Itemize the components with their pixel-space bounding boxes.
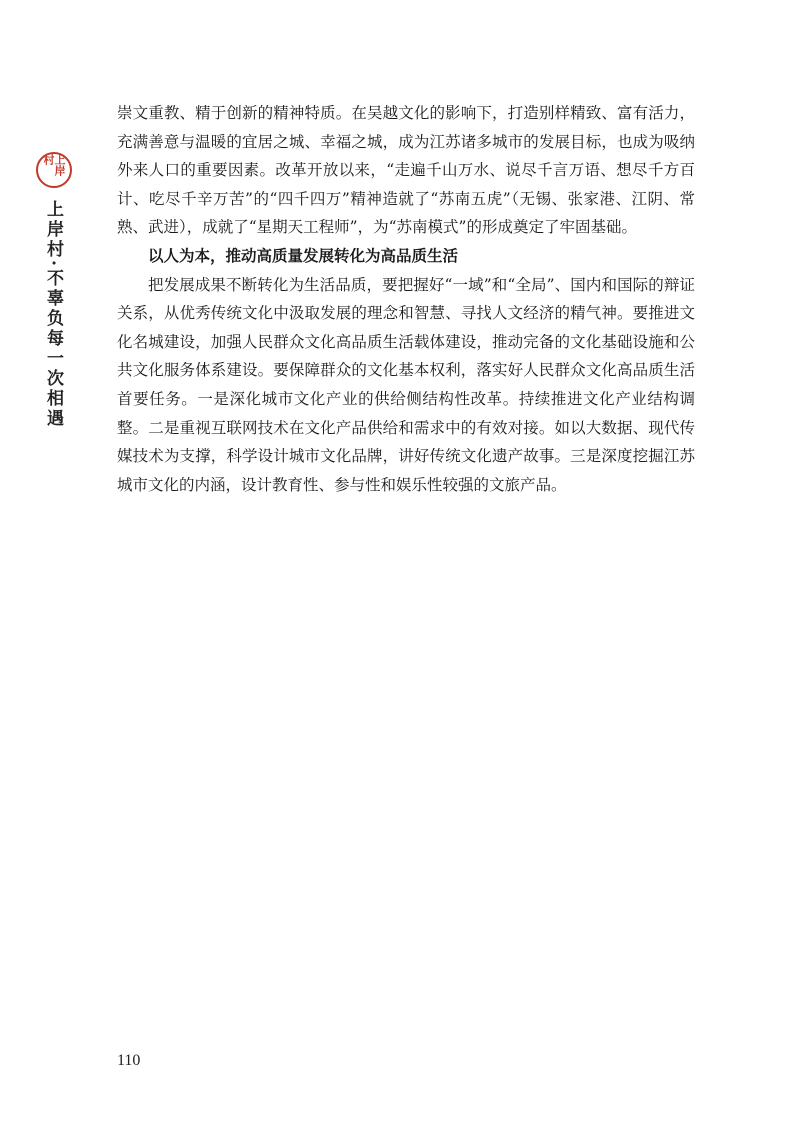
seal-logo: 上岸村 (36, 152, 72, 188)
body-text (117, 99, 695, 499)
paragraph: 把发展成果不断转化为生活品质，要把握好“一域”和“全局”、国内和国际的辩证关系，从优秀传统文化中汲取发展的理念和智慧、寻找人文经济的精气神。要推进文化名城建设，加强人民群众文化高品质生活载体建设，推动完备的文化基础设施和公共文化服务体系建设。要保障群众的文化基本权利，落实好人民群众文化高品质生活首要任务。一是深化城市文化产业的供给侧结构性改革。持续推进文化产业结构调整。二是重视互联网技术在文化产品供给和需求中的有效对接。如以大数据、现代传媒技术为支撑，科学设计城市文化品牌，讲好传统文化遗产故事。三是深度挖掘江苏城市文化的内涵，设计教育性、参与性和娱乐性较强的文旅产品。 (117, 275, 695, 494)
section-heading: 以人为本，推动高质量发展转化为高品质生活 (148, 246, 459, 265)
paragraph-continued: 崇文重教、精于创新的精神特质。在吴越文化的影响下，打造别样精致、富有活力，充满善意与温暖的宜居之城、幸福之城，成为江苏诸多城市的发展目标，也成为吸纳外来人口的重要因素。改革开放以来，“走遍千山万水、说尽千言万语、想尽千方百计、吃尽千辛万苦”的“四千四万”精神造就了“苏南五虎”（无锡、张家港、江阴、常熟、武进），成就了“星期天工程师”，为“苏南模式”的形成奠定了牢固基础。 (117, 104, 695, 237)
side-running-title (36, 152, 76, 429)
book-title-vertical: 上岸村·不辜负每一次相遇 (43, 200, 63, 429)
page-number: 110 (117, 1052, 141, 1069)
